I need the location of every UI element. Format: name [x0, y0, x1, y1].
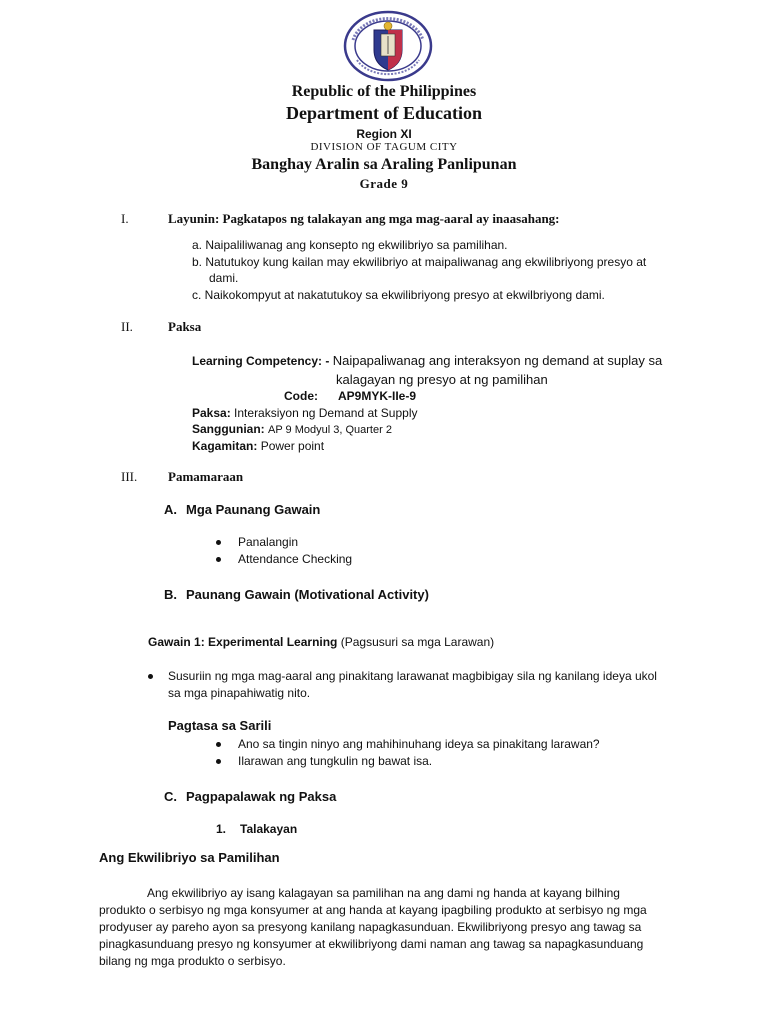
objective-b: b. Natutukoy kung kailan may ekwilibriyo at maipaliwanag ang ekwilibriyong presyo at [192, 255, 647, 269]
competency-label: Learning Competency: - [192, 354, 330, 368]
pagtasa-heading: Pagtasa sa Sarili [168, 718, 272, 733]
instruction-text-continued: sa mga pinapahiwatig nito. [168, 686, 311, 700]
gawain-subtitle: (Pagsusuri sa mga Larawan) [340, 635, 495, 649]
section-3-numeral: III. [121, 469, 138, 484]
section-2-numeral: II. [121, 319, 133, 334]
grade-label: Grade 9 [359, 176, 409, 191]
pagtasa-item-1: Ano sa tingin ninyo ang mahihinuhang ideya sa pinakitang larawan? [238, 737, 600, 751]
discussion-line: produkto o serbisyo ng mga konsyumer at ang handa at kayang ipagbiling produkto at serbisyo ng mga [99, 903, 647, 917]
discussion-line: prodyuser ay pareho ayon sa presyong kanilang napagkasunduan. Ekwilibriyong presyo ang tawag sa [99, 920, 642, 934]
paksa-value: Interaksiyon ng Demand at Supply [234, 406, 418, 420]
section-3-heading: Pamamaraan [168, 469, 244, 484]
section-2-heading: Paksa [168, 319, 202, 334]
discussion-line: pinagkasunduang presyo ng konsyumer at ekwilibriyong dami naman ang tawag sa napagkasunduang [99, 937, 644, 951]
sanggunian-label: Sanggunian: [192, 422, 265, 436]
subsection-b-label: B. [164, 587, 177, 602]
subsection-a-heading: Mga Paunang Gawain [186, 502, 321, 517]
competency-text-continued: kalagayan ng presyo at ng pamilihan [336, 372, 548, 387]
section-1-heading: Layunin: Pagkatapos ng talakayan ang mga mag-aaral ay inaasahang: [168, 211, 560, 226]
paunang-item-2: Attendance Checking [238, 552, 353, 566]
bullet-icon [216, 557, 221, 562]
objective-a: a. Naipaliliwanag ang konsepto ng ekwilibriyo sa pamilihan. [192, 238, 508, 252]
bullet-icon [216, 742, 221, 747]
discussion-title: Ang Ekwilibriyo sa Pamilihan [99, 850, 280, 865]
code-label: Code: [284, 389, 318, 403]
instruction-text: Susuriin ng mga mag-aaral ang pinakitang larawanat magbibigay sila ng kanilang ideya ukol [168, 669, 657, 683]
bullet-icon [216, 540, 221, 545]
paksa-label: Paksa: [192, 406, 231, 420]
gawain-title: Gawain 1: Experimental Learning [148, 635, 338, 649]
bullet-icon [216, 759, 221, 764]
objective-b-continued: dami. [209, 271, 239, 285]
talakayan-number: 1. [216, 822, 227, 836]
subsection-a-label: A. [164, 502, 177, 517]
talakayan-heading: Talakayan [240, 822, 298, 836]
sanggunian-value: AP 9 Modyul 3, Quarter 2 [268, 424, 392, 436]
division-label: DIVISION OF TAGUM CITY [310, 141, 458, 153]
code-value: AP9MYK-IIe-9 [338, 389, 417, 403]
region-label: Region XI [356, 127, 412, 141]
objective-c: c. Naikokompyut at nakatutukoy sa ekwilibriyong presyo at ekwilbriyong dami. [192, 288, 605, 302]
subsection-c-label: C. [164, 789, 177, 804]
kagamitan-label: Kagamitan: [192, 439, 258, 453]
plan-title: Banghay Aralin sa Araling Panlipunan [251, 156, 517, 173]
deped-seal-logo [343, 10, 433, 82]
discussion-paragraph [99, 885, 691, 970]
discussion-line: Ang ekwilibriyo ay isang kalagayan sa pamilihan na ang dami ng handa at kayang bilhing [147, 886, 620, 900]
republic-heading: Republic of the Philippines [291, 83, 477, 100]
discussion-line: bilang ng mga produkto o serbisyo. [99, 954, 286, 968]
section-1-numeral: I. [121, 211, 129, 226]
bullet-icon [148, 674, 153, 679]
competency-text: Naipapaliwanag ang interaksyon ng demand at suplay sa [332, 353, 663, 368]
subsection-b-heading: Paunang Gawain (Motivational Activity) [186, 587, 429, 602]
kagamitan-value: Power point [260, 439, 325, 453]
subsection-c-heading: Pagpapalawak ng Paksa [186, 789, 337, 804]
paunang-item-1: Panalangin [238, 535, 299, 549]
department-heading: Department of Education [286, 103, 482, 123]
pagtasa-item-2: Ilarawan ang tungkulin ng bawat isa. [238, 754, 433, 768]
